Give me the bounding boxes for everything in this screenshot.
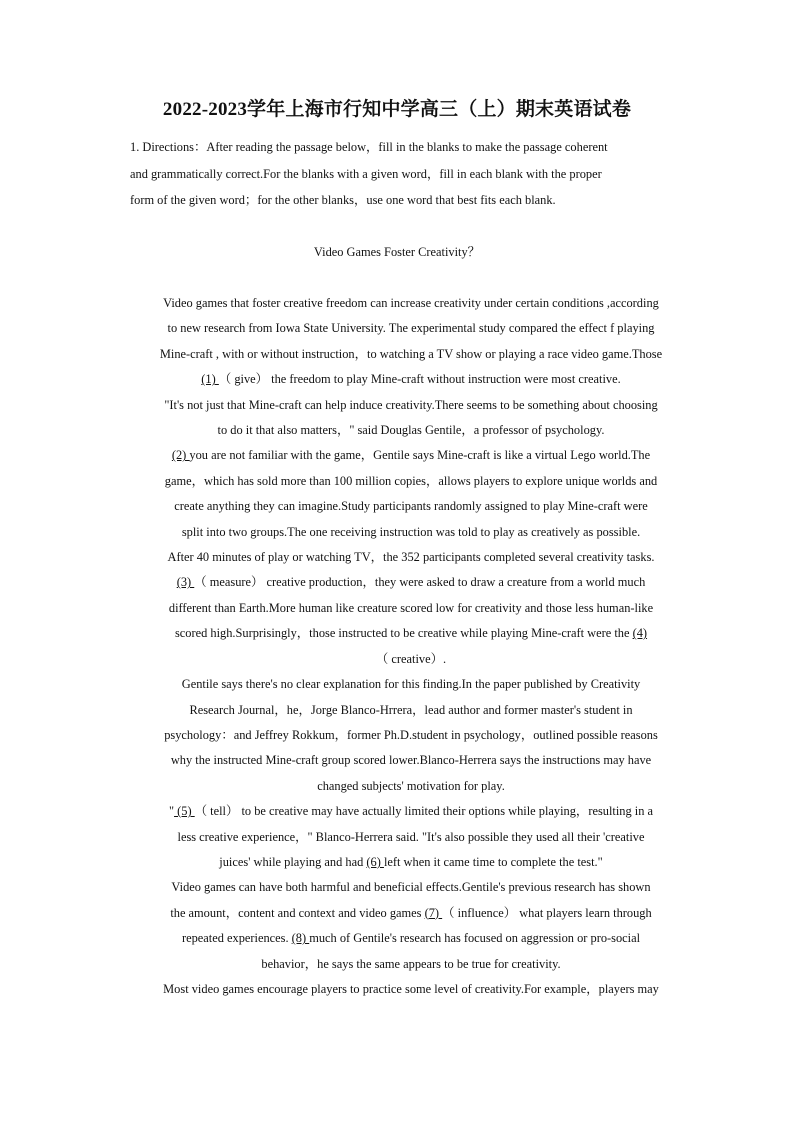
- passage-text: different than Earth.More human like creature scored low for creativity and those less human-like: [168, 600, 654, 615]
- passage-line: [130, 393, 692, 418]
- passage-line: [130, 596, 692, 621]
- passage-line: [130, 952, 692, 977]
- passage-text: left when it came time to complete the test.": [383, 854, 603, 869]
- passage-text: you are not familiar with the game，Gentile says Mine-craft is like a virtual Lego world.The: [189, 448, 651, 463]
- passage-line: [130, 316, 692, 341]
- passage-line: [130, 901, 692, 926]
- passage-text: changed subjects' motivation for play.: [317, 778, 505, 793]
- passage-line: [130, 342, 692, 367]
- passage-text: Research Journal，he，Jorge Blanco-Hrrera，lead author and former master's student in: [189, 702, 633, 717]
- passage-line: [130, 621, 692, 646]
- passage-text: much of Gentile's research has focused on aggression or pro-social: [309, 931, 641, 946]
- passage-text: juices' while playing and had: [219, 854, 367, 869]
- passage-line: [130, 418, 692, 443]
- passage-line: [130, 672, 692, 697]
- passage-text: （ influence） what players learn through: [442, 905, 652, 920]
- passage-text: Video games that foster creative freedom can increase creativity under certain conditions ,according: [163, 296, 659, 310]
- passage-text: （ tell） to be creative may have actually limited their options while playing，resulting in a: [194, 804, 654, 819]
- passage-title: Video Games Foster Creativity？: [313, 245, 481, 259]
- passage-text: After 40 minutes of play or watching TV，the 352 participants completed several creativity tasks.: [167, 550, 655, 565]
- passage-text: the amount，content and context and video games: [170, 905, 425, 920]
- answer-blank: (1): [201, 372, 219, 387]
- passage-line: [130, 723, 692, 748]
- answer-blank: (8): [291, 931, 310, 946]
- passage-text: Gentile says there's no clear explanation for this finding.In the paper published by Creativity: [181, 677, 641, 692]
- passage-text: repeated experiences.: [181, 931, 292, 946]
- answer-blank: (7): [424, 905, 443, 920]
- passage-line: [130, 647, 692, 672]
- passage-line: [130, 698, 692, 723]
- passage-text: why the instructed Mine-craft group scored lower.Blanco-Herrera says the instructions may have: [170, 753, 652, 768]
- passage-text: behavior，he says the same appears to be true for creativity.: [261, 956, 561, 971]
- directions-line: and grammatically correct.For the blanks with a given word，fill in each blank with the proper: [130, 166, 602, 181]
- passage-text: scored high.Surprisingly，those instructed to be creative while playing Mine-craft were the: [174, 626, 633, 641]
- passage-text: to do it that also matters，" said Douglas Gentile，a professor of psychology.: [217, 423, 605, 438]
- passage-line: [130, 926, 692, 951]
- passage-line: [130, 799, 692, 824]
- exam-title: 2022-2023学年上海市行知中学高三（上）期末英语试卷: [162, 99, 632, 120]
- passage-line: [130, 774, 692, 799]
- passage-text: psychology：and Jeffrey Rokkum，former Ph.D.student in psychology，outlined possible reasons: [164, 727, 658, 742]
- passage-text: Mine-craft , with or without instruction，to watching a TV show or playing a race video game.Those: [159, 346, 663, 361]
- passage-line: [130, 977, 692, 1002]
- passage-line: [130, 520, 692, 545]
- passage-text: ": [168, 804, 175, 819]
- directions-line: 1. Directions：After reading the passage below，fill in the blanks to make the passage coherent: [130, 140, 608, 154]
- passage-line: [130, 545, 692, 570]
- answer-blank: (5): [174, 804, 195, 819]
- passage-line: [130, 367, 692, 392]
- passage-text: create anything they can imagine.Study participants randomly assigned to play Mine-craft were: [174, 499, 648, 514]
- passage-line: [130, 850, 692, 875]
- passage-body: [130, 291, 692, 1002]
- passage-text: to new research from Iowa State University. The experimental study compared the effect f playing: [167, 321, 655, 336]
- passage-line: [130, 291, 692, 316]
- answer-blank: (6): [366, 854, 384, 869]
- passage-text: less creative experience，" Blanco-Herrera said. "It's also possible they used all their 'creative: [177, 829, 645, 844]
- passage-line: [130, 443, 692, 468]
- passage-text: "It's not just that Mine-craft can help induce creativity.There seems to be something about choosing: [164, 397, 658, 412]
- passage-text: （ measure） creative production，they were asked to draw a creature from a world much: [194, 575, 646, 590]
- passage-text: Most video games encourage players to practice some level of creativity.For example，players may: [163, 981, 659, 996]
- passage-line: [130, 825, 692, 850]
- directions: [130, 134, 692, 214]
- passage-line: [130, 875, 692, 900]
- passage-text: Video games can have both harmful and beneficial effects.Gentile's previous research has shown: [171, 880, 651, 895]
- passage-line: [130, 570, 692, 595]
- answer-blank: (3): [176, 575, 195, 590]
- passage-text: （ give） the freedom to play Mine-craft without instruction were most creative.: [218, 372, 621, 387]
- passage-text: split into two groups.The one receiving instruction was told to play as creatively as possible.: [181, 524, 641, 539]
- passage-line: [130, 494, 692, 519]
- passage-text: （ creative）.: [375, 651, 447, 666]
- directions-line: form of the given word；for the other blanks，use one word that best fits each blank.: [130, 193, 556, 207]
- answer-blank: (4): [632, 626, 648, 641]
- passage-line: [130, 748, 692, 773]
- answer-blank: (2): [171, 448, 190, 463]
- passage-line: [130, 469, 692, 494]
- passage-text: game，which has sold more than 100 million copies，allows players to explore unique worlds and: [164, 473, 658, 488]
